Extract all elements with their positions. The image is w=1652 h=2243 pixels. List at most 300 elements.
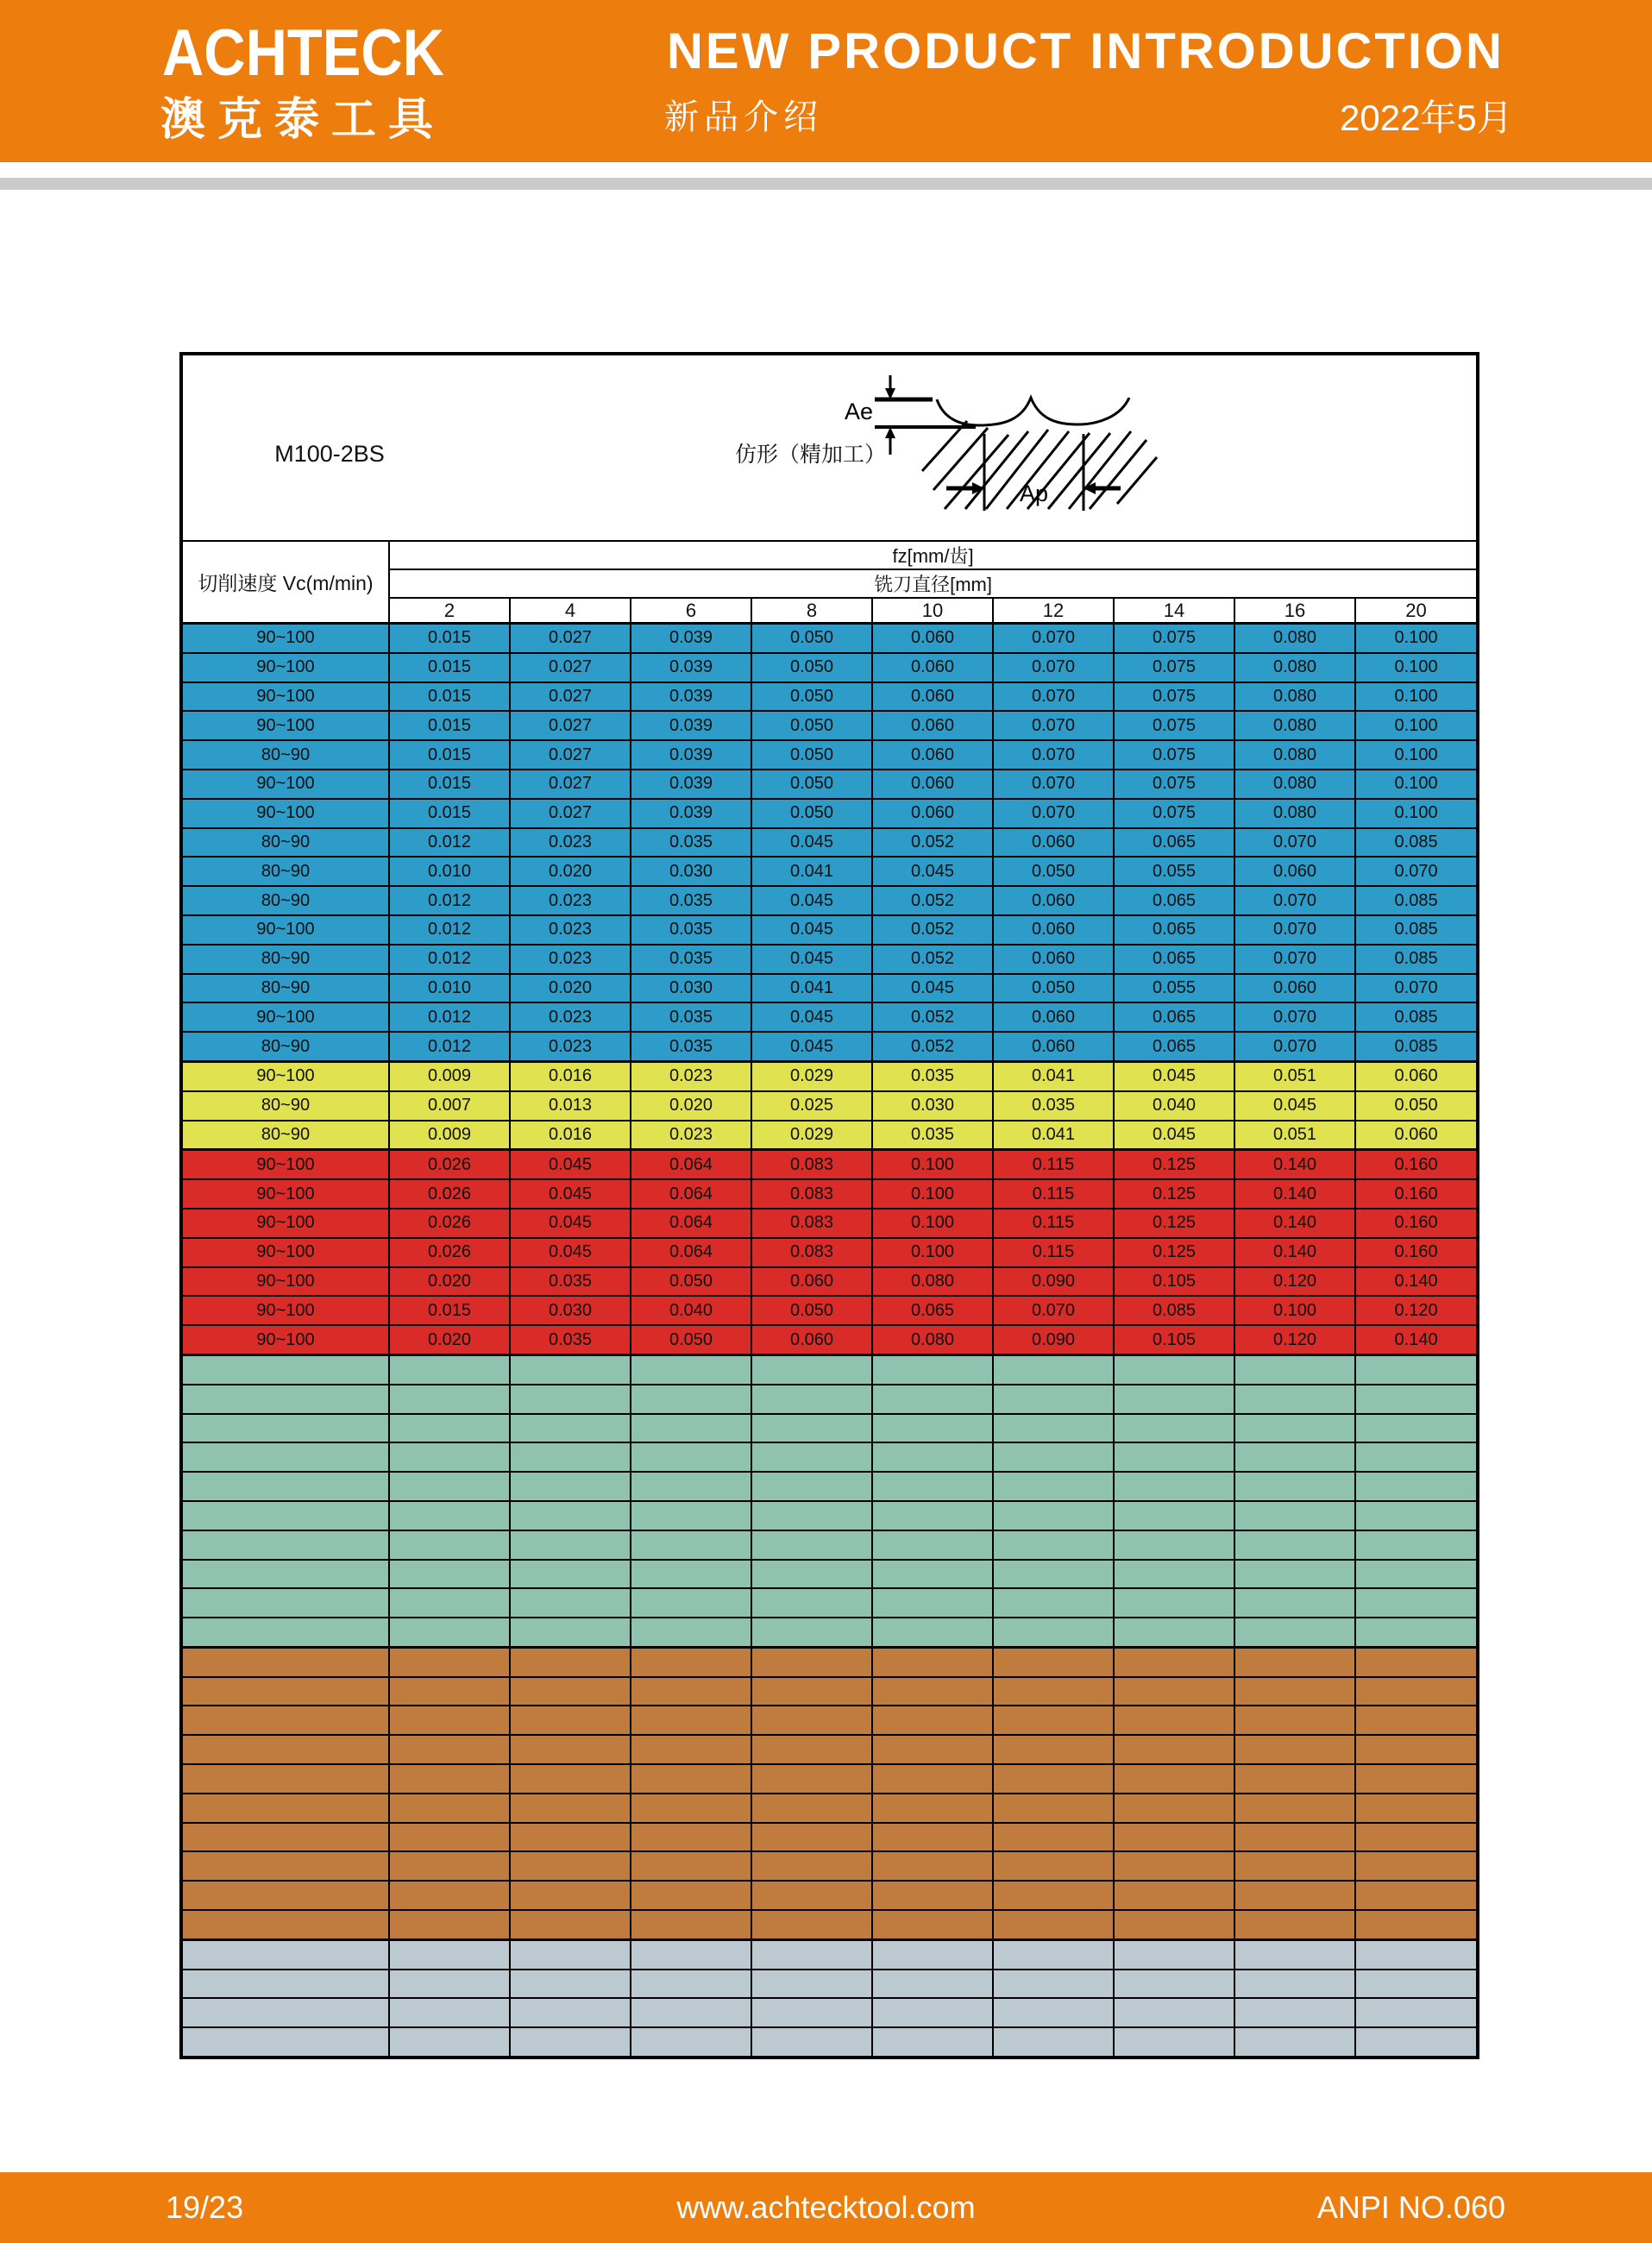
speed-row-blue xyxy=(181,1032,1478,1061)
fz-value xyxy=(1355,1677,1478,1706)
fz-value: 0.080 xyxy=(1234,711,1355,740)
fz-value: 0.070 xyxy=(993,624,1114,653)
speed-row-blue xyxy=(181,770,1478,799)
speed-row-red xyxy=(181,1150,1478,1179)
vc-value: 90~100 xyxy=(181,1238,389,1267)
fz-value xyxy=(993,1794,1114,1823)
fz-value: 0.026 xyxy=(389,1209,510,1238)
fz-value xyxy=(1234,2027,1355,2058)
fz-value xyxy=(1114,1385,1234,1414)
fz-value xyxy=(510,1530,631,1560)
fz-value: 0.020 xyxy=(389,1267,510,1297)
fz-value xyxy=(1114,1794,1234,1823)
fz-value xyxy=(1114,1998,1234,2027)
fz-value: 0.050 xyxy=(751,799,872,828)
ap-label: Ap xyxy=(1020,481,1049,506)
fz-value: 0.160 xyxy=(1355,1179,1478,1209)
fz-value: 0.065 xyxy=(1114,1032,1234,1061)
fz-value xyxy=(1355,1794,1478,1823)
vc-value: 90~100 xyxy=(181,770,389,799)
fz-value xyxy=(751,1588,872,1618)
fz-value: 0.050 xyxy=(1355,1091,1478,1121)
fz-value xyxy=(510,1939,631,1969)
vc-value: 90~100 xyxy=(181,799,389,828)
vc-value: 90~100 xyxy=(181,1267,389,1297)
fz-value: 0.140 xyxy=(1234,1209,1355,1238)
fz-value: 0.012 xyxy=(389,945,510,974)
vc-value xyxy=(181,1998,389,2027)
fz-value: 0.052 xyxy=(872,1032,993,1061)
fz-value: 0.055 xyxy=(1114,857,1234,886)
fz-value xyxy=(993,1939,1114,1969)
fz-value: 0.039 xyxy=(631,799,751,828)
ae-label: Ae xyxy=(845,399,874,424)
fz-value xyxy=(751,1677,872,1706)
fz-value: 0.050 xyxy=(751,682,872,712)
fz-value: 0.070 xyxy=(1234,945,1355,974)
cutting-data-table-wrap xyxy=(179,352,1476,2059)
speed-row-green xyxy=(181,1560,1478,1589)
fz-value xyxy=(1114,1588,1234,1618)
fz-value xyxy=(510,1881,631,1910)
fz-value: 0.027 xyxy=(510,624,631,653)
fz-value: 0.045 xyxy=(751,1002,872,1032)
issue-date: 2022年5月 xyxy=(1340,97,1513,138)
vc-value xyxy=(181,1588,389,1618)
fz-value: 0.029 xyxy=(751,1121,872,1150)
vc-value xyxy=(181,1910,389,1939)
fz-value xyxy=(1114,1939,1234,1969)
fz-value xyxy=(510,1414,631,1443)
fz-value xyxy=(751,1851,872,1881)
speed-row-red xyxy=(181,1325,1478,1354)
fz-value: 0.100 xyxy=(1355,624,1478,653)
fz-value xyxy=(1355,1647,1478,1676)
speed-row-blue xyxy=(181,1002,1478,1032)
fz-value: 0.070 xyxy=(993,770,1114,799)
fz-value: 0.045 xyxy=(1234,1091,1355,1121)
fz-value: 0.085 xyxy=(1355,828,1478,858)
fz-value: 0.160 xyxy=(1355,1238,1478,1267)
fz-value: 0.115 xyxy=(993,1179,1114,1209)
fz-value: 0.100 xyxy=(872,1179,993,1209)
fz-value: 0.064 xyxy=(631,1179,751,1209)
fz-value xyxy=(389,1588,510,1618)
fz-value xyxy=(510,1706,631,1735)
vc-value: 90~100 xyxy=(181,1061,389,1090)
fz-value: 0.045 xyxy=(1114,1061,1234,1090)
fz-value: 0.050 xyxy=(751,653,872,682)
divider-bar xyxy=(0,178,1652,190)
fz-value: 0.045 xyxy=(872,974,993,1003)
fz-value xyxy=(751,1706,872,1735)
speed-row-green xyxy=(181,1472,1478,1501)
fz-value xyxy=(993,1472,1114,1501)
fz-value xyxy=(1355,1881,1478,1910)
fz-value xyxy=(872,1706,993,1735)
fz-value: 0.023 xyxy=(510,945,631,974)
fz-value: 0.060 xyxy=(872,653,993,682)
fz-value xyxy=(1355,1354,1478,1384)
fz-value: 0.035 xyxy=(510,1267,631,1297)
fz-value: 0.083 xyxy=(751,1150,872,1179)
vc-value: 80~90 xyxy=(181,740,389,770)
cutting-speed-table xyxy=(179,352,1479,2059)
fz-value xyxy=(631,1588,751,1618)
fz-value: 0.140 xyxy=(1355,1267,1478,1297)
fz-value xyxy=(751,1970,872,1999)
speed-row-brown xyxy=(181,1910,1478,1939)
fz-value: 0.025 xyxy=(751,1091,872,1121)
diameter-value: 10 xyxy=(872,598,993,624)
vc-value: 80~90 xyxy=(181,1032,389,1061)
fz-value: 0.060 xyxy=(872,799,993,828)
fz-value xyxy=(872,1414,993,1443)
fz-value: 0.035 xyxy=(872,1121,993,1150)
doc-number: ANPI NO.060 xyxy=(1316,2190,1505,2225)
fz-value: 0.055 xyxy=(1114,974,1234,1003)
fz-value xyxy=(631,1764,751,1794)
fz-value xyxy=(1355,1939,1478,1969)
fz-value: 0.023 xyxy=(510,828,631,858)
fz-value: 0.140 xyxy=(1234,1179,1355,1209)
fz-value: 0.050 xyxy=(751,624,872,653)
fz-value xyxy=(1234,1414,1355,1443)
fz-value xyxy=(510,1501,631,1530)
speed-row-brown xyxy=(181,1881,1478,1910)
speed-row-red xyxy=(181,1238,1478,1267)
fz-value xyxy=(510,1677,631,1706)
fz-value: 0.075 xyxy=(1114,711,1234,740)
fz-value xyxy=(510,1618,631,1647)
fz-value: 0.035 xyxy=(631,886,751,915)
fz-value: 0.080 xyxy=(1234,740,1355,770)
fz-value: 0.045 xyxy=(510,1150,631,1179)
fz-value xyxy=(993,1851,1114,1881)
fz-value xyxy=(1234,1910,1355,1939)
fz-value xyxy=(510,1560,631,1589)
fz-value xyxy=(872,1385,993,1414)
fz-value: 0.100 xyxy=(1355,653,1478,682)
fz-value xyxy=(1114,1530,1234,1560)
fz-value xyxy=(1114,2027,1234,2058)
fz-value xyxy=(631,1442,751,1472)
fz-value: 0.035 xyxy=(631,828,751,858)
fz-value xyxy=(510,1794,631,1823)
fz-value: 0.115 xyxy=(993,1209,1114,1238)
fz-value xyxy=(872,1764,993,1794)
fz-value: 0.080 xyxy=(1234,682,1355,712)
fz-value xyxy=(1114,1706,1234,1735)
fz-value xyxy=(872,1588,993,1618)
fz-value: 0.015 xyxy=(389,1296,510,1325)
fz-value: 0.060 xyxy=(993,915,1114,945)
website-url: www.achtecktool.com xyxy=(676,2190,976,2225)
fz-value: 0.015 xyxy=(389,624,510,653)
fz-value xyxy=(872,1472,993,1501)
fz-value xyxy=(872,2027,993,2058)
fz-value xyxy=(631,1501,751,1530)
vc-value: 80~90 xyxy=(181,974,389,1003)
fz-value: 0.050 xyxy=(631,1325,751,1354)
fz-value xyxy=(751,2027,872,2058)
speed-table-body xyxy=(181,624,1478,2058)
speed-row-slate xyxy=(181,1998,1478,2027)
fz-value: 0.083 xyxy=(751,1238,872,1267)
vc-value xyxy=(181,1735,389,1764)
page-number: 19/23 xyxy=(166,2190,244,2225)
fz-value: 0.007 xyxy=(389,1091,510,1121)
fz-value: 0.009 xyxy=(389,1121,510,1150)
fz-value xyxy=(1114,1970,1234,1999)
speed-row-blue xyxy=(181,653,1478,682)
fz-value: 0.052 xyxy=(872,915,993,945)
fz-value: 0.030 xyxy=(631,974,751,1003)
fz-value: 0.035 xyxy=(993,1091,1114,1121)
fz-value: 0.085 xyxy=(1355,915,1478,945)
fz-value: 0.065 xyxy=(1114,945,1234,974)
fz-value: 0.085 xyxy=(1355,886,1478,915)
fz-value: 0.070 xyxy=(1234,915,1355,945)
fz-value xyxy=(1114,1560,1234,1589)
vc-value xyxy=(181,1442,389,1472)
speed-row-blue xyxy=(181,828,1478,858)
speed-row-yellow xyxy=(181,1121,1478,1150)
fz-value xyxy=(1114,1647,1234,1676)
fz-value: 0.045 xyxy=(872,857,993,886)
fz-value: 0.039 xyxy=(631,770,751,799)
fz-value: 0.027 xyxy=(510,711,631,740)
fz-value xyxy=(872,1354,993,1384)
fz-value xyxy=(1234,1970,1355,1999)
fz-value xyxy=(1355,1588,1478,1618)
fz-value xyxy=(1114,1472,1234,1501)
fz-value: 0.160 xyxy=(1355,1209,1478,1238)
fz-value xyxy=(993,1560,1114,1589)
fz-value xyxy=(751,1530,872,1560)
fz-value: 0.070 xyxy=(1234,886,1355,915)
fz-value: 0.027 xyxy=(510,740,631,770)
fz-value: 0.045 xyxy=(751,915,872,945)
fz-value xyxy=(1114,1764,1234,1794)
fz-value: 0.085 xyxy=(1355,945,1478,974)
vc-value xyxy=(181,2027,389,2058)
fz-value xyxy=(751,1881,872,1910)
fz-value xyxy=(389,1735,510,1764)
fz-value: 0.045 xyxy=(510,1238,631,1267)
fz-value xyxy=(751,1354,872,1384)
fz-value: 0.015 xyxy=(389,711,510,740)
fz-value: 0.045 xyxy=(510,1179,631,1209)
speed-row-yellow xyxy=(181,1061,1478,1090)
vc-value: 80~90 xyxy=(181,1121,389,1150)
fz-value: 0.060 xyxy=(993,1032,1114,1061)
page-footer xyxy=(0,2172,1652,2243)
fz-value xyxy=(389,1823,510,1852)
fz-value: 0.051 xyxy=(1234,1061,1355,1090)
diameter-value: 12 xyxy=(993,598,1114,624)
product-model: M100-2BS xyxy=(274,441,385,467)
fz-value: 0.026 xyxy=(389,1179,510,1209)
fz-value xyxy=(1355,1530,1478,1560)
page-subtitle: 新品介绍 xyxy=(664,98,823,136)
speed-row-brown xyxy=(181,1764,1478,1794)
fz-value: 0.050 xyxy=(993,974,1114,1003)
speed-row-red xyxy=(181,1267,1478,1297)
fz-value: 0.015 xyxy=(389,799,510,828)
fz-value xyxy=(993,1735,1114,1764)
fz-value xyxy=(872,1823,993,1852)
fz-value xyxy=(1234,1618,1355,1647)
fz-value: 0.060 xyxy=(1234,974,1355,1003)
fz-value xyxy=(1234,1560,1355,1589)
fz-value xyxy=(631,1794,751,1823)
speed-row-green xyxy=(181,1414,1478,1443)
fz-value xyxy=(510,2027,631,2058)
vc-value xyxy=(181,1823,389,1852)
speed-row-slate xyxy=(181,2027,1478,2058)
fz-value: 0.115 xyxy=(993,1150,1114,1179)
fz-value: 0.080 xyxy=(872,1267,993,1297)
fz-value: 0.125 xyxy=(1114,1209,1234,1238)
page-title: NEW PRODUCT INTRODUCTION xyxy=(667,23,1504,79)
fz-value xyxy=(1355,1823,1478,1852)
fz-value: 0.050 xyxy=(751,740,872,770)
fz-value xyxy=(389,1560,510,1589)
fz-value: 0.140 xyxy=(1355,1325,1478,1354)
fz-value: 0.060 xyxy=(872,740,993,770)
fz-value: 0.085 xyxy=(1355,1032,1478,1061)
vc-value xyxy=(181,1618,389,1647)
fz-value: 0.023 xyxy=(510,1032,631,1061)
diameter-value: 8 xyxy=(751,598,872,624)
fz-value xyxy=(751,1472,872,1501)
fz-value: 0.041 xyxy=(751,974,872,1003)
fz-value xyxy=(389,1677,510,1706)
fz-value: 0.083 xyxy=(751,1209,872,1238)
fz-value: 0.070 xyxy=(1355,974,1478,1003)
fz-value xyxy=(1234,1647,1355,1676)
fz-value xyxy=(1355,1706,1478,1735)
speed-row-red xyxy=(181,1296,1478,1325)
fz-value: 0.035 xyxy=(872,1061,993,1090)
fz-value: 0.039 xyxy=(631,682,751,712)
fz-value: 0.050 xyxy=(751,770,872,799)
fz-value xyxy=(872,1501,993,1530)
fz-value xyxy=(1355,1735,1478,1764)
fz-value xyxy=(1234,1588,1355,1618)
fz-header-row xyxy=(181,541,1478,569)
fz-value: 0.060 xyxy=(993,1002,1114,1032)
fz-value xyxy=(510,1764,631,1794)
fz-value xyxy=(993,1706,1114,1735)
vc-value xyxy=(181,1794,389,1823)
speed-row-blue xyxy=(181,682,1478,712)
fz-value: 0.070 xyxy=(993,799,1114,828)
fz-value xyxy=(631,2027,751,2058)
fz-value: 0.090 xyxy=(993,1325,1114,1354)
fz-value: 0.140 xyxy=(1234,1238,1355,1267)
brand-logo-en: ACHTECK xyxy=(162,16,444,90)
fz-value xyxy=(631,1560,751,1589)
fz-value xyxy=(389,1970,510,1999)
fz-value: 0.052 xyxy=(872,886,993,915)
fz-value xyxy=(1114,1910,1234,1939)
fz-value: 0.080 xyxy=(1234,799,1355,828)
speed-row-blue xyxy=(181,886,1478,915)
fz-value xyxy=(389,1618,510,1647)
fz-value: 0.100 xyxy=(1355,799,1478,828)
fz-value: 0.125 xyxy=(1114,1238,1234,1267)
fz-value: 0.027 xyxy=(510,799,631,828)
vc-value xyxy=(181,1764,389,1794)
fz-value xyxy=(1114,1501,1234,1530)
fz-value: 0.035 xyxy=(631,1002,751,1032)
fz-value: 0.060 xyxy=(872,624,993,653)
vc-value: 90~100 xyxy=(181,1002,389,1032)
vc-value: 80~90 xyxy=(181,857,389,886)
fz-value xyxy=(751,1501,872,1530)
fz-value xyxy=(631,1881,751,1910)
vc-value: 90~100 xyxy=(181,1296,389,1325)
vc-value xyxy=(181,1530,389,1560)
fz-value: 0.050 xyxy=(751,1296,872,1325)
fz-value xyxy=(751,1560,872,1589)
speed-row-brown xyxy=(181,1706,1478,1735)
fz-value xyxy=(872,1677,993,1706)
fz-value xyxy=(1114,1823,1234,1852)
fz-value: 0.029 xyxy=(751,1061,872,1090)
fz-value xyxy=(751,1764,872,1794)
fz-value xyxy=(993,1998,1114,2027)
fz-value xyxy=(1355,1764,1478,1794)
fz-value xyxy=(510,1647,631,1676)
fz-value: 0.040 xyxy=(1114,1091,1234,1121)
fz-value: 0.060 xyxy=(1355,1061,1478,1090)
fz-value: 0.070 xyxy=(993,711,1114,740)
fz-value: 0.160 xyxy=(1355,1150,1478,1179)
vc-value: 90~100 xyxy=(181,1179,389,1209)
speed-row-blue xyxy=(181,974,1478,1003)
fz-value xyxy=(993,1764,1114,1794)
fz-value: 0.015 xyxy=(389,770,510,799)
fz-value: 0.075 xyxy=(1114,799,1234,828)
fz-value: 0.035 xyxy=(631,1032,751,1061)
fz-value xyxy=(510,1588,631,1618)
fz-value: 0.100 xyxy=(1355,682,1478,712)
fz-value: 0.085 xyxy=(1355,1002,1478,1032)
fz-value xyxy=(993,1385,1114,1414)
fz-value: 0.080 xyxy=(1234,624,1355,653)
fz-value xyxy=(389,1998,510,2027)
fz-value xyxy=(510,1998,631,2027)
fz-value: 0.080 xyxy=(872,1325,993,1354)
fz-value xyxy=(389,1442,510,1472)
fz-value xyxy=(510,1442,631,1472)
vc-value: 80~90 xyxy=(181,945,389,974)
fz-value: 0.041 xyxy=(993,1121,1114,1150)
fz-value xyxy=(389,1354,510,1384)
fz-value xyxy=(993,2027,1114,2058)
fz-value: 0.052 xyxy=(872,945,993,974)
fz-value xyxy=(389,1939,510,1969)
fz-value xyxy=(389,1881,510,1910)
fz-value: 0.065 xyxy=(1114,1002,1234,1032)
speed-row-blue xyxy=(181,799,1478,828)
vc-value: 90~100 xyxy=(181,682,389,712)
fz-value: 0.085 xyxy=(1114,1296,1234,1325)
fz-value xyxy=(993,1618,1114,1647)
